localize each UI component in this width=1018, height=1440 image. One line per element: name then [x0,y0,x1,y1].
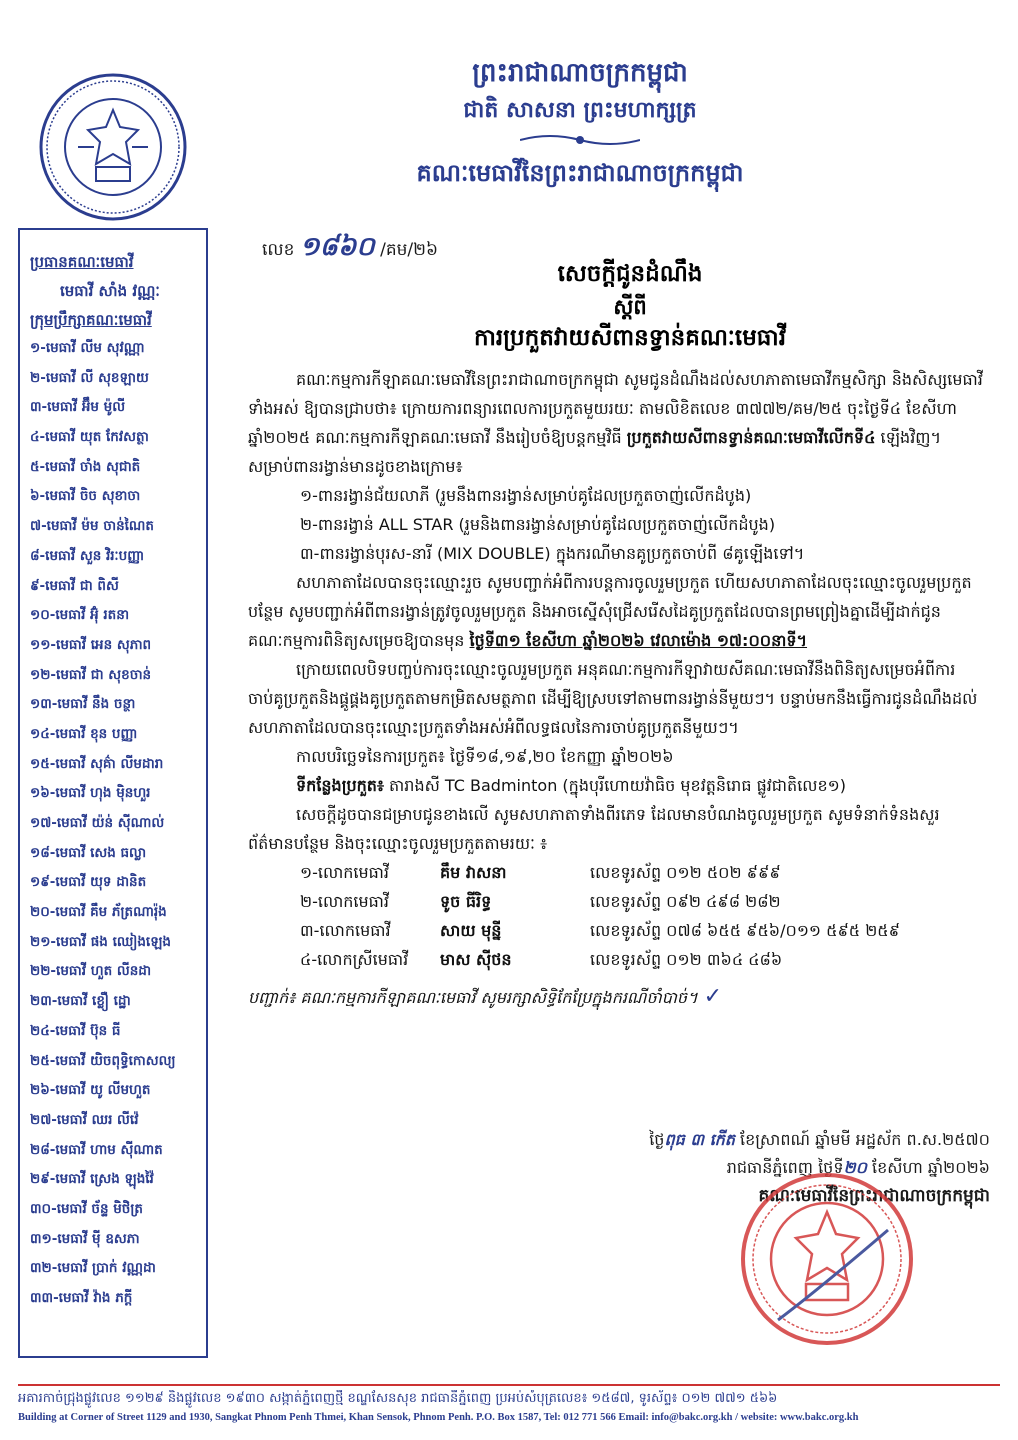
organization-heading: គណៈមេធាវីនៃព្រះរាជាណាចក្រកម្ពុជា [416,159,744,187]
council-member: ១៩-មេធាវី យុទ ដានិត [30,874,147,891]
contact-row [248,916,983,945]
council-member: ២២-មេធាវី ហួត លីនដា [30,963,152,980]
council-member: ៣-មេធាវី អ៊ឹម ម៉ូលី [30,399,126,416]
council-member: ២៦-មេធាវី យូ លីមហួត [30,1082,151,1099]
contact-phone: លេខទូរស័ព្ទ ០៩២ ៤៩៨ ២៨២ [590,892,781,911]
council-member: ១៦-មេធាវី ហុង ម៉ិនហួរ [30,785,151,802]
council-member: ៣១-មេធាវី ម៉ី ឧសភា [30,1230,140,1247]
notice-body [248,365,983,1012]
council-sidebar [18,228,208,1358]
paragraph-draw: ក្រោយពេលបិទបញ្ចប់ការចុះឈ្មោះចូលរួមប្រកួត អនុគណៈកម្មការកីឡាវាយសីគណៈមេធាវីនឹងពិនិត្យសម្រេចអំពីការចាប់គូប្រកួតនិងផ្គូផ្គងគូប្រកួតតាមកម្រិតសមត្ថភាព ដើម្បីឱ្យស្របទៅតាមពានរង្វាន់នីមួយៗ។ បន្ទាប់មកនឹងធ្វើការជូនដំណឹងដល់សហភាតាដែលបានចុះឈ្មោះប្រកួតទាំងអស់អំពីលទ្ធផលនៃការចាប់គូប្រកួតនីមួយៗ។ [248,660,978,737]
council-member: ២០-មេធាវី គឹម ភ័ត្រណារ៉ុង [30,904,167,921]
bar-association-seal [38,72,188,222]
registration-deadline: ថ្ងៃទី៣១ ខែសីហា ឆ្នាំ២០២៦ វេលាម៉ោង ១៧:០០នាទី។ [469,631,808,650]
national-motto: ជាតិ សាសនា ព្រះមហាក្សត្រ [463,98,697,123]
notice-title: សេចក្តីជូនដំណឹង [557,261,703,287]
tournament-venue [248,771,983,800]
initial-signature-icon: ✓ [703,984,723,1009]
council-member: ១៣-មេធាវី នឹង ចន្ថា [30,696,136,713]
council-member: ១១-មេធាវី អេន សុភាព [30,636,152,653]
council-member: ២៤-មេធាវី ប៊ុន ធី [30,1022,121,1039]
contact-row [248,887,983,916]
council-member: ១៧-មេធាវី យ៉ន់ ស៊ីណាល់ [30,815,165,831]
contact-phone: លេខទូរស័ព្ទ ០៧៨ ៦៥៥ ៩៥៦/០១១ ៥៩៥ ២៥៩ [590,921,900,940]
council-member: ២៥-មេធាវី យិចពុទ្ធិកោសល្យ [30,1052,176,1069]
contact-row [248,858,983,887]
tournament-period: កាលបរិច្ឆេទនៃការប្រកួត៖ ថ្ងៃទី១៨,១៩,២០ ខែកញ្ញា ឆ្នាំ២០២៦ [296,747,674,766]
council-member: ២-មេធាវី លី សុខឡាយ [30,369,149,386]
paragraph-intro [248,365,983,481]
council-member: ១២-មេធាវី ជា សុខចាន់ [30,666,152,683]
contact-role: ១-លោកមេធាវី [300,863,389,882]
event-name: ប្រកួតវាយសីពានទ្វាន់គណៈមេធាវីលើកទី៤ [626,428,876,447]
council-member: ៥-មេធាវី ចាំង សុជាតិ [30,458,141,475]
council-member: ៧-មេធាវី ម៉ម ចាន់ណៃត [30,518,154,535]
reference-handwritten-number: ១៨៦០ [299,232,375,262]
council-member: ៣០-មេធាវី ច័ន្ទ មិថិត្រ [30,1200,143,1217]
contact-name: ទូច ធីរិទ្ធ [440,892,492,911]
footer-address-kh: អគារកាច់ជ្រុងផ្លូវលេខ ១១២៩ និងផ្លូវលេខ ១៩៣០ សង្កាត់ភ្នំពេញថ្មី ខណ្ឌសែនសុខ រាជធានីភ្នំពេញ ប្រអប់សំបុត្រលេខ៖ ១៥៨៧, ទូរស័ព្ទ៖ ០១២ ៧៧១ ៥៦៦ [18,1391,778,1406]
intro-text: គណៈកម្មការកីឡាគណៈមេធាវីនៃព្រះរាជាណាចក្រកម្ពុជា សូមជូនដំណឹងដល់សហភាតាមេធាវីកម្មសិក្សា និងសិស្សមេធាវីទាំងអស់ ឱ្យបានជ្រាបថា៖ ក្រោយការពន្យារពេលការប្រកួតមួយរយៈ តាមលិខិតលេខ ៣៧៧២/គម/២៥ ចុះថ្ងៃទី៤ ខែសីហា ឆ្នាំ២០២៥ គណៈកម្មការកីឡាគណៈមេធាវី នឹងរៀបចំឱ្យបន្តកម្មវិធី [248,370,983,447]
footer-divider [18,1384,1000,1386]
award-list [248,481,983,568]
contact-phone: លេខទូរស័ព្ទ ០១២ ៣៦៤ ៤៨៦ [590,950,783,969]
contact-list [248,858,983,974]
council-member: ២៣-មេធាវី ខ្លឿ ដ្ឋោ [30,993,131,1010]
kingdom-heading: ព្រះរាជាណាចក្រកម្ពុជា [472,58,688,88]
contact-phone: លេខទូរស័ព្ទ ០១២ ៥០២ ៩៩៩ [590,863,781,882]
award-item: ១-ពានរង្វាន់ជ័យលាភី (រួមនឹងពានរង្វាន់សម្រាប់គូដែលប្រកួតចាញ់លើកដំបូង) [300,486,752,505]
award-item: ៣-ពានរង្វាន់បុរស-នារី (MIX DOUBLE) ក្នុងករណីមានគូប្រកួតចាប់ពី ៨គូឡើងទៅ។ [300,544,805,563]
contact-name: សាយ មុន្នី [440,921,502,940]
registration-text: សហភាតាដែលបានចុះឈ្មោះរួច សូមបញ្ជាក់អំពីការបន្តការចូលរួមប្រកួត ហើយសហភាតាដែលចុះឈ្មោះចូលរួមប្រកួតបន្ថែម សូមបញ្ជាក់អំពីពានរង្វាន់ត្រូវចូលរួមប្រកួត និងអាចស្នើសុំជ្រើសរើសដៃគូប្រកួតដែលបានព្រមព្រៀងគ្នាដើម្បីដាក់ជូនគណៈកម្មការពិនិត្យសម្រេចឱ្យបានមុន [248,573,972,650]
council-title: ក្រុមប្រឹក្សាគណៈមេធាវី [30,311,152,329]
footer-address-en: Building at Corner of Street 1129 and 1930, Sangkat Phnom Penh Thmei, Khan Sensok, Phnom Penh. P.O. Box 1587, Tel: 012 771 566 Email: info@bakc.org.kh / website: www.bakc.org.kh [18,1412,859,1423]
reference-suffix: /គម/២៦ [380,240,439,260]
solar-date: រាជធានីភ្នំពេញ ថ្ងៃទី២០ ខែសីហា ឆ្នាំ២០២៦ [726,1158,990,1177]
council-member: ៦-មេធាវី ចិច សុខាចា [30,488,141,505]
lunar-handwritten: ពុធ ៣ កើត [664,1130,735,1149]
council-member: ១៥-មេធាវី សុគ៌ា លីមដារា [30,755,164,772]
lunar-date: ថ្ងៃពុធ ៣ កើត ខែស្រាពណ៍ ឆ្នាំមមី អដ្ឋស័ក ព.ស.២៥៧០ [649,1130,990,1149]
council-member: ២១-មេធាវី ផង ឈៀងឡេង [30,933,171,950]
council-member: ១-មេធាវី លីម សុវណ្ណា [30,340,145,356]
council-member: ៩-មេធាវី ជា ពិសី [30,577,119,594]
council-member: ៣៣-មេធាវី វ៉ាង ភក្តី [30,1290,133,1306]
venue-text: តារាងសី TC Badminton (ក្នុងបុរីហោយវ៉ាធិច មុខវត្តនិរោធ ផ្លូវជាតិលេខ១) [383,776,847,795]
council-member: ១០-មេធាវី អ៊ុំ រតនា [30,607,130,624]
award-item: ២-ពានរង្វាន់ ALL STAR (រួមនិងពានរង្វាន់សម្រាប់គូដែលប្រកួតចាញ់លើកដំបូង) [300,515,776,534]
president-title: ប្រធានគណៈមេធាវី [30,253,134,271]
note-text: បញ្ជាក់៖ គណៈកម្មការកីឡាគណៈមេធាវី សូមរក្សាសិទ្ធិកែប្រែក្នុងករណីចាំបាច់។ [248,988,698,1007]
contact-name: គឹម វាសនា [440,863,507,882]
venue-label: ទីកន្លែងប្រកួត៖ [296,776,384,795]
council-member: ១៤-មេធាវី ខុន បញ្ញា [30,725,138,742]
paragraph-registration [248,568,983,655]
contact-role: ៤-លោកស្រីមេធាវី [300,950,409,969]
president-name: មេធាវី សាំង វណ្ណៈ [60,282,160,300]
ornament-divider-icon [520,132,640,148]
contact-role: ៣-លោកមេធាវី [300,921,391,940]
signing-organization: គណៈមេធាវីនៃព្រះរាជាណាចក្រកម្ពុជា [758,1186,990,1206]
council-member: ៤-មេធាវី យុត កែវសត្ថា [30,429,149,446]
intro-end: ឡើងវិញ។ សម្រាប់ពានរង្វាន់មានដូចខាងក្រោម៖ [248,428,942,476]
council-member-list [20,334,206,1314]
notice-subject: ការប្រកួតវាយសីពានទ្វាន់គណៈមេធាវី [473,325,787,351]
council-member: ៣២-មេធាវី ប្រាក់ វណ្ណដា [30,1260,156,1277]
council-member: ២៩-មេធាវី ស្រេង ឡុងវ៉ៃ [30,1171,154,1188]
contact-role: ២-លោកមេធាវី [300,892,389,911]
paragraph-contact: សេចក្តីដូចបានជម្រាបជូនខាងលើ សូមសហភាតាទាំងពីរភេទ ដែលមានបំណងចូលរួមប្រកួត សូមទំនាក់ទំនងសួរព័ត៌មានបន្ថែម និងចុះឈ្មោះចូលរួមប្រកួតតាមរយៈ ៖ [248,805,940,853]
solar-day-handwritten: ២០ [843,1158,867,1177]
council-member: ១៨-មេធាវី សេង ធល្លា [30,844,147,861]
council-member: ២៧-មេធាវី ឈរ លីវ៉េ [30,1111,139,1128]
official-stamp-icon [738,1170,916,1348]
council-member: ៨-មេធាវី សួន វិរៈបញ្ញា [30,547,145,564]
contact-name: មាស ស៊ីថន [440,950,512,969]
contact-row [248,945,983,974]
disclaimer-note [248,982,983,1012]
council-member: ២៨-មេធាវី ហាម ស៊ីណាត [30,1141,163,1158]
reference-prefix: លេខ [262,240,295,260]
notice-subject-label: ស្តីពី [613,295,647,319]
